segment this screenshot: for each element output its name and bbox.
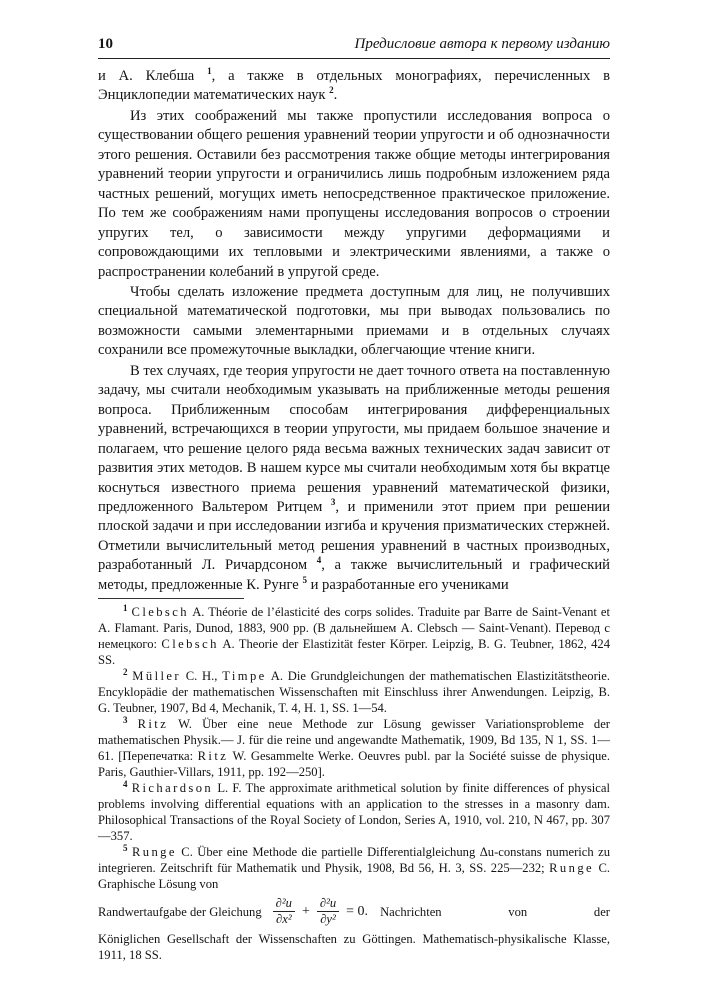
footnote-4: $^4$ Richardson L. F. The approximate arithmetical solution by finite differences of physical problems involving differential equations with an application to the stresses in a masonry dam. Philosophical Transactions of the Royal Society of London, Series A, 1910, vol. 210, N 467, pp. 307—357. (98, 778, 610, 843)
footnote-divider (98, 598, 244, 599)
footnote-ref-5: 5 (302, 574, 307, 585)
laplace-equation: $\frac{\text{∂²u}}{\text{∂x²}}$ + $\frac{\text{∂²u}}{\text{∂y²}}$ = 0. (270, 896, 372, 927)
footnote-2: $^2$ Müller C. H., Timpe A. Die Grundgleichungen der mathematischen Elastizitätstheorie. Encyklopädie der mathematischen Wissenschaften mit Einschluss ihrer Anwendungen. Leipzig, B. G. Teubner, 1907, Bd 4, Mechanik, T. 4, H. 1, SS. 1—54. (98, 666, 610, 715)
paragraph-4: В тех случаях, где теория упругости не дает точного ответа на поставленную задачу, мы считали необходимым указывать на приближенные методы решения вопроса. Приближенным способам интегрирования дифференциальных уравнений, встречающихся в теории упругости, мы придаем большое значение и полагаем, что решение целого ряда весьма важных технических задач зависит от развития этих методов. В нашем курсе мы считали необходимым хотя бы вкратце коснуться известного приема решения уравнений математической физики, предложенного Вальтером Ритцем $^3$, и применили этот прием при решении плоской задачи и при исследовании изгиба и кручения призматических стержней. Отметили вычислительный метод решения уравнений в частных производных, разработанный Л. Ричардсоном $^4$, а также вычислительный и графический методы, предложенные К. Рунге $^5$ и разработанные его учениками (98, 362, 611, 593)
main-text (98, 67, 610, 595)
fraction-d2u-dy2: $\frac{\text{∂²u}}{\text{∂y²}}$ (317, 896, 339, 927)
footnote-ref-3: 3 (330, 497, 336, 508)
paragraph-1: и А. Клебша $^1$, а также в отдельных монографиях, перечисленных в Энциклопедии математических наук $^2$. (98, 66, 610, 104)
fraction-d2u-dx2: $\frac{\text{∂²u}}{\text{∂x²}}$ (273, 896, 295, 927)
footnote-ref-4: 4 (316, 555, 322, 566)
footnote-ref-2: 2 (329, 85, 334, 96)
footnote-5: $^5$ Runge C. Über eine Methode die partielle Differentialgleichung Δu-constans numerich zu integrieren. Zeitschrift für Mathematik und Physik, 1908, Bd 56, H. 3, SS. 225—232; Runge C. Graphische Lösung von (98, 842, 610, 891)
footnote-ref-1: 1 (207, 66, 212, 77)
footnote-5-continuation: Königlichen Gesellschaft der Wissenschaften zu Göttingen. Mathematisch-physikalische Klasse, 1911, 18 SS. (98, 932, 610, 962)
footnote-3: $^3$ Ritz W. Über eine neue Methode zur Lösung gewisser Variationsprobleme der mathematischen Physik.— J. für die reine und angewandte Mathematik, 1909, Bd 135, N 1, SS. 1—61. [Перепечатка: Ritz W. Gesammelte Werke. Oeuvres publ. par la Société suisse de physique. Paris, Gauthier-Villars, 1911, pp. 192—250]. (98, 714, 610, 779)
page-header (98, 34, 610, 59)
paragraph-3: Чтобы сделать изложение предмета доступным для лиц, не получивших специальной математической подготовки, мы при выводах пользовались по возможности самыми элементарными приемами и в отдельных случаях сохранили все промежуточные выкладки, облегчающие чтение книги. (98, 283, 610, 359)
paragraph-2: Из этих соображений мы также пропустили исследования вопроса о существовании общего решения уравнений теории упругости и об однозначности этого решения. Оставили без рассмотрения также общие методы интегрирования уравнений теории упругости и ограничились лишь подробным изложением ряда частных решений, могущих иметь непосредственное практическое приложение. По тем же соображениям нами пропущены исследования вопросов о строении упругих тел, о зависимости между упругими деформациями и сопровождающими их тепловыми и электрическими явлениями, а также о распространении колебаний в упругой среде. (98, 107, 610, 280)
running-title: Предисловие автора к первому изданию (354, 36, 610, 52)
footnote-1: $^1$ Clebsch A. Théorie de l’élasticité des corps solides. Traduite par Barre de Saint-Venant et A. Flamant. Paris, Dunod, 1883, 900 pp. (В дальнейшем A. Clebsch — Saint-Venant). Перевод с немецкого: Clebsch A. Theorie der Elastizität fester Körper. Leipzig, B. G. Teubner, 1862, 424 SS. (98, 602, 610, 667)
footnote-5-formula-line: Randwertaufgabe der Gleichung $\frac{\text{∂²u}}{\text{∂x²}}$ + $\frac{\text{∂²u}}{\text{∂y²}}$ = 0. Nachrichten von der (98, 896, 610, 926)
footnotes (98, 604, 610, 963)
page-number: 10 (98, 36, 113, 52)
